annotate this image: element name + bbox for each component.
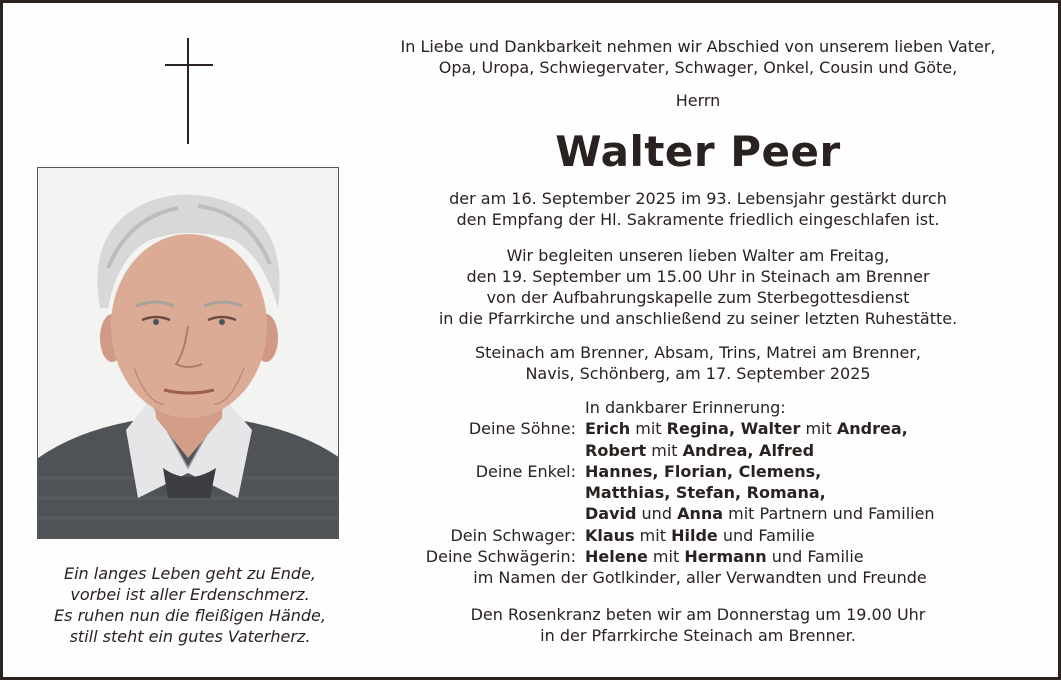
- death-notice: der am 16. September 2025 im 93. Lebensjahr gestärkt durch den Empfang der Hl. Sakramente friedlich eingeschlafen ist.: [449, 189, 947, 229]
- brother-in-law-row: Dein Schwager: Klaus mit Hilde und Familie: [370, 525, 1010, 546]
- poem-line: Ein langes Leben geht zu Ende,: [63, 564, 317, 583]
- sister-in-law-label: Deine Schwägerin:: [425, 547, 576, 567]
- sons-label: Deine Söhne:: [468, 419, 576, 439]
- sons-row: Deine Söhne: Erich mit Regina, Walter mit Andrea,: [370, 418, 1010, 439]
- grandchildren-row: Deine Enkel: Hannes, Florian, Clemens,: [370, 461, 1010, 482]
- brother-in-law-label: Dein Schwager:: [450, 525, 576, 545]
- grandchildren-row: Matthias, Stefan, Romana,: [585, 483, 826, 503]
- rosary-notice: Den Rosenkranz beten wir am Donnerstag um 19.00 Uhr in der Pfarrkirche Steinach am Brenner.: [470, 605, 926, 645]
- grandchildren-label: Deine Enkel:: [475, 461, 576, 481]
- intro-text: In Liebe und Dankbarkeit nehmen wir Abschied von unserem lieben Vater, Opa, Uropa, Schwiegervater, Schwager, Onkel, Cousin und Göte,: [400, 37, 996, 77]
- mourners-list: [370, 397, 1010, 589]
- portrait-photo: [37, 167, 339, 539]
- place-date: Steinach am Brenner, Absam, Trins, Matrei am Brenner, Navis, Schönberg, am 17. September 2025: [475, 343, 921, 383]
- sons-row: Robert mit Andrea, Alfred: [585, 440, 815, 460]
- salutation: Herrn: [675, 91, 721, 110]
- memorial-poem: [20, 563, 360, 647]
- sister-in-law-row: Deine Schwägerin: Helene mit Hermann und Familie: [370, 546, 1010, 567]
- cross-icon: [165, 38, 213, 144]
- mourners-heading: In dankbarer Erinnerung:: [585, 398, 786, 417]
- deceased-name: Walter Peer: [555, 127, 841, 176]
- mourners-heading-row: [370, 397, 1010, 418]
- godchildren-line: im Namen der Gotlkinder, aller Verwandten und Freunde: [473, 568, 927, 588]
- grandchildren-row: David und Anna mit Partnern und Familien: [585, 504, 935, 524]
- funeral-details: Wir begleiten unseren lieben Walter am Freitag, den 19. September um 15.00 Uhr in Steinach am Brenner von der Aufbahrungskapelle zum Sterbegottesdienst in die Pfarrkirche und anschließend zu seiner letzten Ruhestätte.: [438, 246, 958, 328]
- poem-line: still steht ein gutes Vaterherz.: [69, 627, 311, 646]
- poem-line: Es ruhen nun die fleißigen Hände,: [54, 606, 326, 625]
- poem-line: vorbei ist aller Erdenschmerz.: [70, 585, 310, 604]
